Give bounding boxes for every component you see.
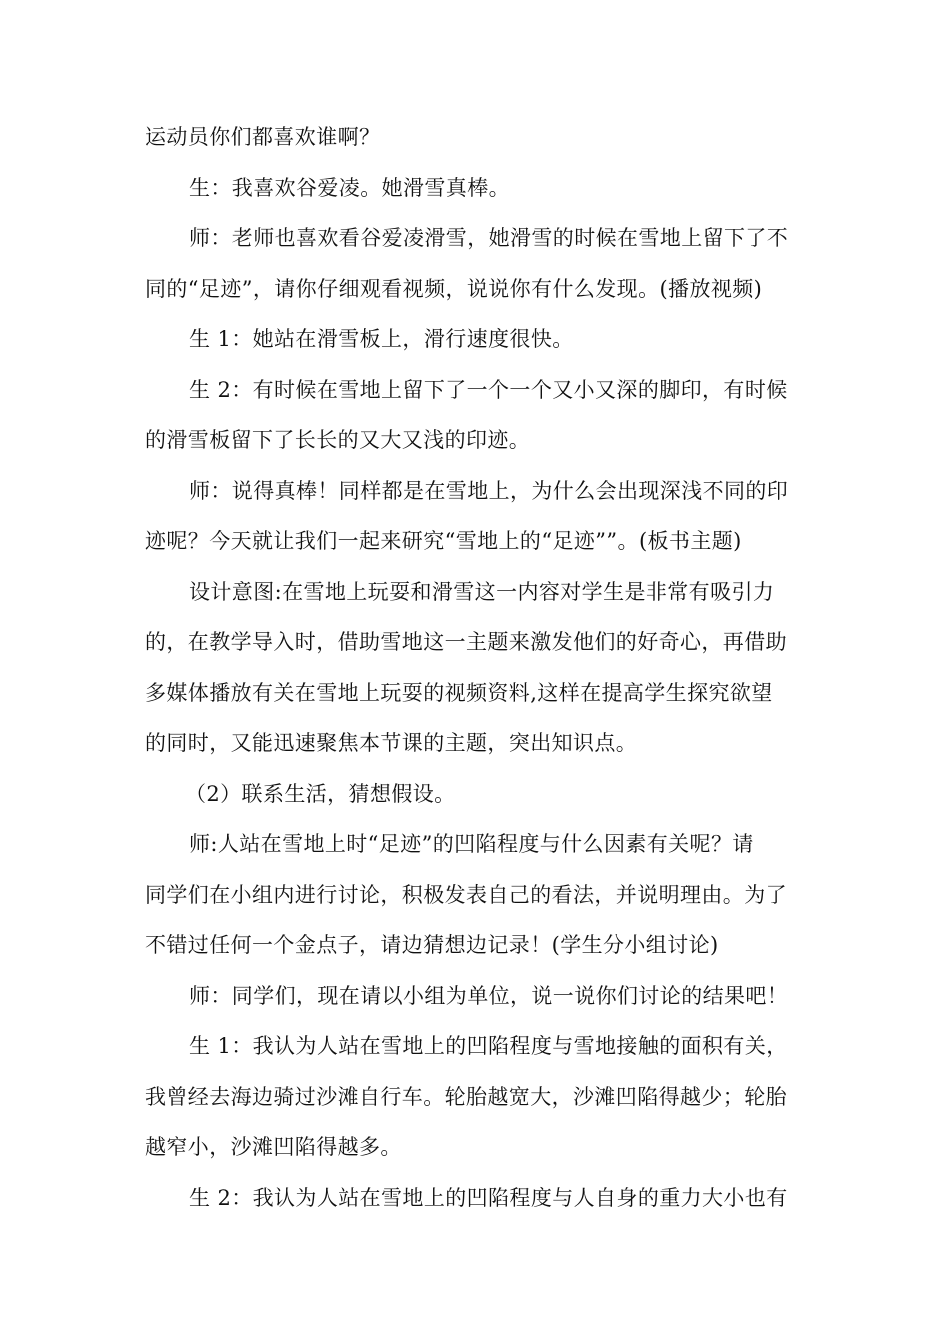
student-1-line: 生 1：我认为人站在雪地上的凹陷程度与雪地接触的面积有关，: [189, 1034, 788, 1058]
text-line-continuation: 同学们在小组内进行讨论，积极发表自己的看法，并说明理由。为了: [145, 882, 787, 907]
teacher-line: 师：老师也喜欢看谷爱凌滑雪，她滑雪的时候在雪地上留下了不: [189, 226, 789, 250]
text-line-continuation: 的滑雪板留下了长长的又大又浅的印迹。: [145, 428, 531, 452]
section-heading: （2）联系生活，猜想假设。: [185, 781, 456, 806]
text-line-continuation: 多媒体播放有关在雪地上玩耍的视频资料,这样在提高学生探究欲望: [145, 680, 773, 705]
text-line-continuation: 的，在教学导入时，借助雪地这一主题来激发他们的好奇心，再借助: [145, 630, 787, 654]
document-body: [145, 112, 809, 1223]
text-line-continuation: 不错过任何一个金点子，请边猜想边记录！(学生分小组讨论): [145, 933, 719, 957]
text-line-continuation: 迹呢？今天就让我们一起来研究“雪地上的“足迹””。(板书主题): [145, 529, 742, 553]
teacher-line: 师：说得真棒！同样都是在雪地上，为什么会出现深浅不同的印: [189, 478, 789, 503]
text-line-continuation: 我曾经去海边骑过沙滩自行车。轮胎越宽大，沙滩凹陷得越少；轮胎: [145, 1084, 787, 1109]
teacher-line: 师：同学们，现在请以小组为单位，说一说你们讨论的结果吧！: [189, 983, 789, 1008]
text-line-continuation: 同的“足迹”，请你仔细观看视频，说说你有什么发现。(播放视频): [145, 276, 763, 301]
design-intent-line: 设计意图:在雪地上玩耍和滑雪这一内容对学生是非常有吸引力: [189, 579, 775, 604]
student-reply-line: 生：我喜欢谷爱凌。她滑雪真棒。: [189, 175, 510, 200]
teacher-line: 师:人站在雪地上时“足迹”的凹陷程度与什么因素有关呢？请: [189, 832, 754, 856]
text-line-continuation: 的同时，又能迅速聚焦本节课的主题，突出知识点。: [145, 731, 638, 755]
text-line-continuation: 越窄小，沙滩凹陷得越多。: [145, 1135, 402, 1159]
student-1-line: 生 1：她站在滑雪板上，滑行速度很快。: [189, 327, 574, 351]
text-line-continuation: 运动员你们都喜欢谁啊？: [145, 125, 381, 149]
student-2-line: 生 2：我认为人站在雪地上的凹陷程度与人自身的重力大小也有: [189, 1185, 788, 1210]
student-2-line: 生 2：有时候在雪地上留下了一个一个又小又深的脚印，有时候: [189, 377, 788, 402]
